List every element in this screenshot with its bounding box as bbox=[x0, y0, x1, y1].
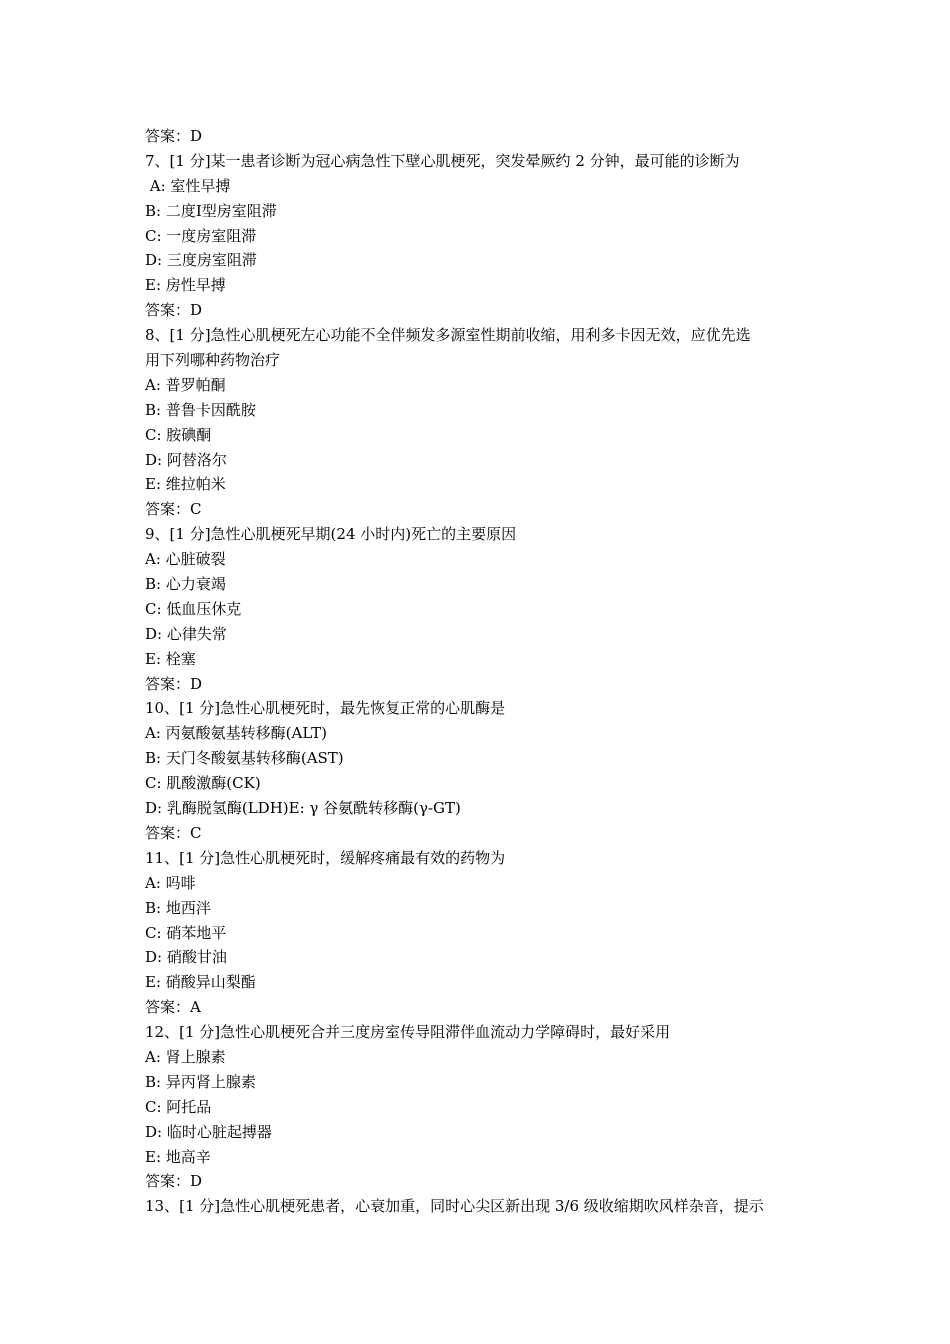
option-line: E: 栓塞 bbox=[145, 649, 196, 668]
option-line: C: 胺碘酮 bbox=[145, 425, 212, 444]
answer-line: 答案：D bbox=[145, 674, 203, 693]
answer-line: 答案：D bbox=[145, 127, 203, 145]
question-10: 10、[1 分]急性心肌梗死时，最先恢复正常的心肌酶是 bbox=[145, 699, 506, 718]
option-line: C: 阿托品 bbox=[145, 1097, 212, 1116]
option-line: A: 丙氨酸氨基转移酶(ALT) bbox=[145, 724, 327, 743]
option-line: B: 天门冬酸氨基转移酶(AST) bbox=[145, 749, 344, 768]
option-line: D: 三度房室阻滞 bbox=[145, 251, 257, 270]
option-line: E: 硝酸异山梨酯 bbox=[145, 973, 256, 992]
option-line: C: 一度房室阻滞 bbox=[145, 226, 257, 245]
answer-line: 答案：D bbox=[145, 1172, 203, 1191]
option-line: D: 硝酸甘油 bbox=[145, 948, 227, 967]
option-line: C: 低血压休克 bbox=[145, 599, 242, 618]
question-8: 8、[1 分]急性心肌梗死左心功能不全伴频发多源室性期前收缩，用利多卡因无效，应优先选 bbox=[145, 326, 751, 345]
option-line: B: 普鲁卡因酰胺 bbox=[145, 400, 256, 419]
option-line: D: 阿替洛尔 bbox=[145, 450, 227, 469]
document-page bbox=[145, 124, 825, 1219]
option-line: E: 地高辛 bbox=[145, 1147, 211, 1166]
question-8-continued: 用下列哪种药物治疗 bbox=[145, 351, 281, 370]
option-line: B: 地西泮 bbox=[145, 898, 211, 917]
answer-line: 答案：C bbox=[145, 500, 202, 519]
option-line: B: 心力衰竭 bbox=[145, 575, 226, 594]
question-11: 11、[1 分]急性心肌梗死时，缓解疼痛最有效的药物为 bbox=[145, 848, 506, 867]
question-13: 13、[1 分]急性心肌梗死患者，心衰加重，同时心尖区新出现 3/6 级收缩期吹风样杂音，提示 bbox=[145, 1197, 764, 1216]
option-line: A: 肾上腺素 bbox=[145, 1047, 226, 1066]
option-line: B: 异丙肾上腺素 bbox=[145, 1072, 256, 1091]
option-line: C: 肌酸激酶(CK) bbox=[145, 774, 261, 793]
answer-line: 答案：A bbox=[145, 998, 201, 1017]
question-12: 12、[1 分]急性心肌梗死合并三度房室传导阻滞伴血流动力学障碍时，最好采用 bbox=[145, 1023, 671, 1042]
option-line: A: 普罗帕酮 bbox=[145, 375, 226, 394]
option-line: E: 房性早搏 bbox=[145, 276, 226, 295]
answer-line: 答案：C bbox=[145, 823, 202, 842]
option-line: A: 心脏破裂 bbox=[145, 550, 226, 569]
option-line: C: 硝苯地平 bbox=[145, 923, 227, 942]
option-line: D: 乳酶脱氢酶(LDH)E: γ 谷氨酰转移酶(γ-GT) bbox=[145, 799, 461, 818]
option-line: B: 二度Ⅰ型房室阻滞 bbox=[145, 201, 277, 220]
option-line: D: 心律失常 bbox=[145, 624, 227, 643]
answer-line: 答案：D bbox=[145, 301, 203, 320]
question-9: 9、[1 分]急性心肌梗死早期(24 小时内)死亡的主要原因 bbox=[145, 525, 517, 544]
option-line: A: 吗啡 bbox=[145, 873, 196, 892]
option-line: E: 维拉帕米 bbox=[145, 475, 226, 494]
question-7: 7、[1 分]某一患者诊断为冠心病急性下壁心肌梗死，突发晕厥约 2 分钟，最可能的诊断为 bbox=[145, 151, 740, 170]
option-line: A: 室性早搏 bbox=[145, 176, 231, 195]
option-line: D: 临时心脏起搏器 bbox=[145, 1122, 272, 1141]
